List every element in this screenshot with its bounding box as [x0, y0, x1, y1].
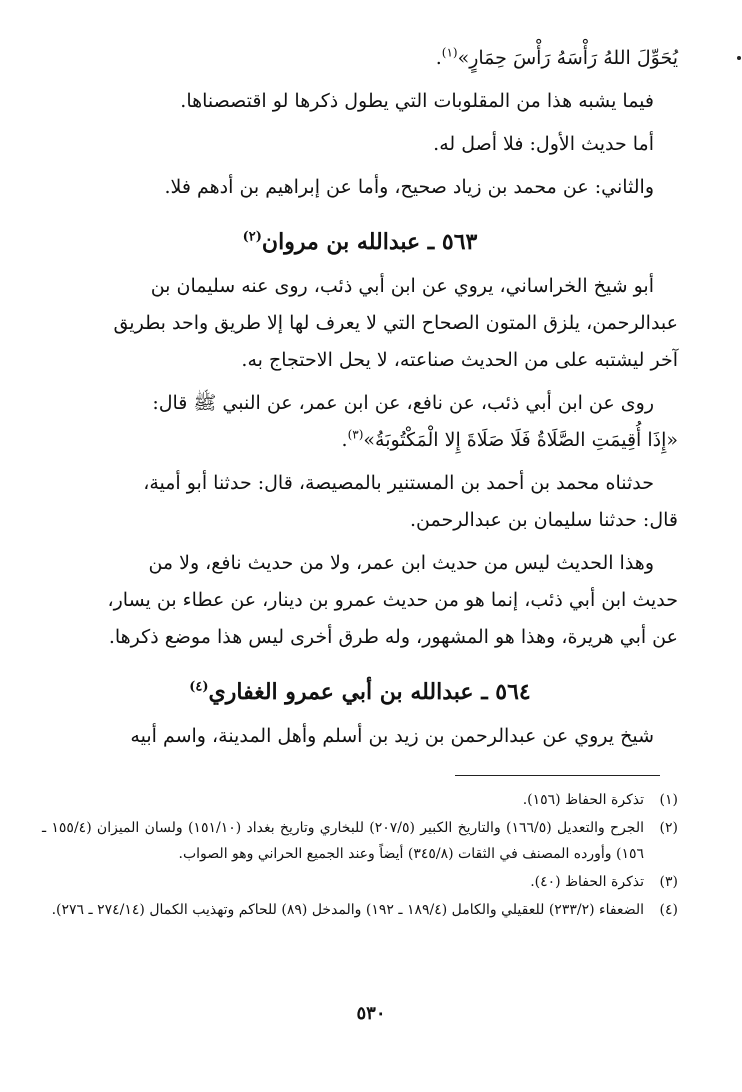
entry-heading-564 — [42, 670, 678, 714]
paragraph: والثاني: عن محمد بن زياد صحيح، وأما عن إبراهيم بن أدهم فلا. — [164, 176, 654, 198]
text-line: حديث ابن أبي ذئب، إنما هو من حديث عمرو بن دينار، عن عطاء بن يسار، — [107, 589, 678, 611]
page-number: ٥٣٠ — [356, 1003, 386, 1024]
footnote-ref-4[interactable]: (٤) — [189, 679, 209, 695]
text-line: وهذا الحديث ليس من حديث ابن عمر، ولا من حديث نافع، ولا من — [148, 552, 654, 574]
footnote-3 — [42, 869, 678, 895]
footnote-number: (٤) — [659, 902, 678, 918]
footnote-text — [42, 787, 644, 813]
paragraph — [42, 268, 678, 379]
footnote-line: الجميع الحراني وهو الصواب. — [178, 846, 344, 862]
text-line: حدثناه محمد بن أحمد بن المستنير بالمصيصة، قال: حدثنا أبو أمية، — [143, 472, 654, 494]
paragraph: فيما يشبه هذا من المقلوبات التي يطول ذكرها لو اقتصصناها. — [180, 90, 654, 112]
footnote-line: الكمال (٢٧٤/١٤ ـ ٢٧٦). — [51, 902, 188, 918]
text-line: شيخ يروي عن عبدالرحمن بن زيد بن أسلم وأهل المدينة، واسم أبيه — [130, 725, 654, 747]
footnote-line: تذكرة الحفاظ (١٥٦). — [522, 792, 644, 808]
text-line: آخر ليشتبه على من الحديث صناعته، لا يحل الاحتجاج به. — [241, 349, 678, 371]
footnotes — [42, 787, 678, 925]
footnote-number: (٣) — [659, 874, 678, 890]
period: . — [435, 47, 442, 69]
paragraph — [42, 465, 678, 539]
period: . — [341, 429, 348, 451]
footnote-line: الضعفاء (٢٣٣/٢) للعقيلي والكامل (١٨٩/٤ ـ ١٩٢) والمدخل (٨٩) للحاكم وتهذيب — [192, 902, 644, 918]
entry-title: ٥٦٤ ـ عبدالله بن أبي عمرو الغفاري — [208, 679, 531, 705]
continuation-line — [42, 40, 678, 77]
footnote-4 — [42, 897, 678, 923]
footnote-ref-2[interactable]: (٢) — [242, 229, 262, 245]
footnote-ref-1[interactable]: (١) — [441, 45, 458, 60]
text-line: قال: حدثنا سليمان بن عبدالرحمن. — [409, 509, 678, 531]
paragraph: أما حديث الأول: فلا أصل له. — [433, 133, 654, 155]
footnote-text — [42, 869, 644, 895]
paragraph — [42, 385, 678, 459]
footnote-line: تذكرة الحفاظ (٤٠). — [530, 874, 644, 890]
footnote-line: ولسان الميزان (١٥٥/٤ ـ ١٥٦) وأورده المصنف في الثقات (٣٤٥/٨) أيضاً وعند — [42, 820, 644, 862]
hadith-text: «إِذَا أُقِيمَتِ الصَّلَاةُ فَلَا صَلَاةَ إِلا الْمَكْتُوبَةُ» — [363, 429, 678, 451]
footnote-number: (٢) — [659, 820, 678, 836]
paragraph — [42, 545, 678, 656]
page-body — [42, 40, 678, 755]
entry-title: ٥٦٣ ـ عبدالله بن مروان — [261, 229, 478, 255]
text-line: عبدالرحمن، يلزق المتون الصحاح التي لا يعرف لها إلا طريق واحد بطريق — [113, 312, 678, 334]
footnote-2 — [42, 815, 678, 867]
footnote-ref-3[interactable]: (٣) — [347, 427, 364, 442]
text-line: عن أبي هريرة، وهذا هو المشهور، وله طرق أخرى ليس هذا موضع ذكرها. — [108, 626, 678, 648]
footnote-separator — [455, 775, 660, 776]
footnote-1 — [42, 787, 678, 813]
quote-end-text: يُحَوِّلَ اللهُ رَأْسَهُ رَأْسَ حِمَارٍ» — [457, 47, 678, 69]
footnote-number: (١) — [659, 792, 678, 808]
entry-heading-563 — [42, 220, 678, 264]
footnote-line: الجرح والتعديل (١٦٦/٥) والتاريخ الكبير (٢٠٧/٥) للبخاري وتاريخ بغداد (١٥١/١٠) — [187, 820, 644, 836]
margin-mark — [737, 56, 741, 60]
footnote-text — [42, 815, 644, 867]
text-line: روى عن ابن أبي ذئب، عن نافع، عن ابن عمر، عن النبي ﷺ قال: — [152, 392, 654, 414]
text-line: أبو شيخ الخراساني، يروي عن ابن أبي ذئب، روى عنه سليمان بن — [150, 275, 654, 297]
footnote-text — [42, 897, 644, 923]
hadith-line — [42, 422, 678, 459]
